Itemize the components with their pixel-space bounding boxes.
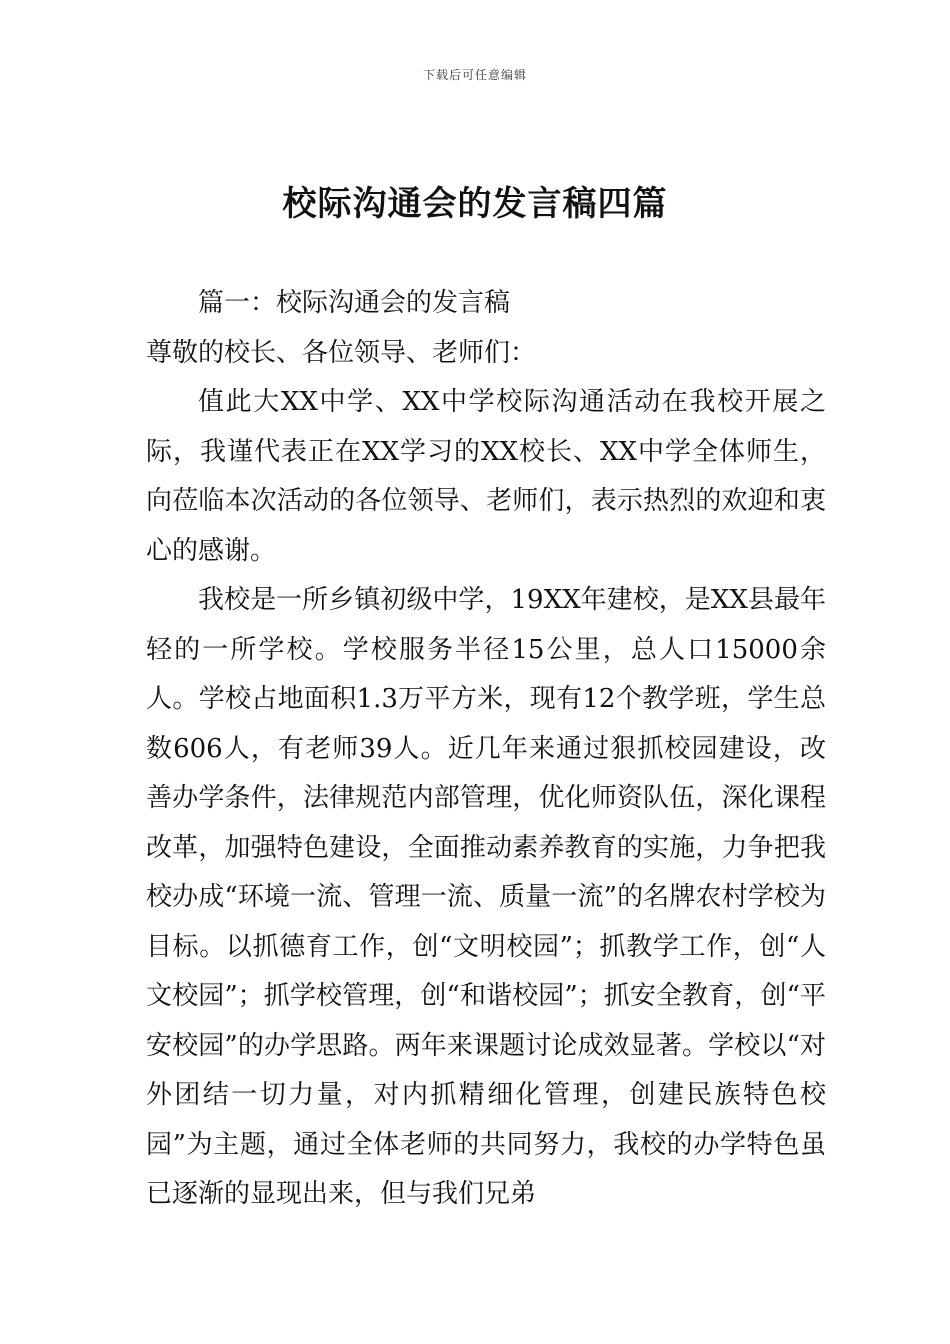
paragraph-1: 值此大XX中学、XX中学校际沟通活动在我校开展之际，我谨代表正在XX学习的XX校长、XX中学全体师生，向莅临本次活动的各位领导、老师们，表示热烈的欢迎和衷心的感谢。 xyxy=(146,387,826,566)
header-note: 下载后可任意编辑 xyxy=(422,68,527,82)
section-heading: 篇一：校际沟通会的发言稿 xyxy=(198,288,511,318)
salutation: 尊敬的校长、各位领导、老师们： xyxy=(146,337,537,368)
document-title: 校际沟通会的发言稿四篇 xyxy=(282,184,668,224)
document-body xyxy=(146,279,826,1220)
paragraph-2: 我校是一所乡镇初级中学，19XX年建校，是XX县最年轻的一所学校。学校服务半径15公里，总人口15000余人。学校占地面积1.3万平方米，现有12个教学班，学生总数606人，有老师39人。近几年来通过狠抓校园建设，改善办学条件，法律规范内部管理，优化师资队伍，深化课程改革，加强特色建设，全面推动素养教育的实施，力争把我校办成“环境一流、管理一流、质量一流”的名牌农村学校为目标。以抓德育工作，创“文明校园”；抓教学工作，创“人文校园”；抓学校管理，创“和谐校园”；抓安全教育，创“平安校园”的办学思路。两年来课题讨论成效显著。学校以“对外团结一切力量，对内抓精细化管理，创建民族特色校园”为主题，通过全体老师的共同努力，我校的办学特色虽已逐渐的显现出来，但与我们兄弟 xyxy=(146,585,826,1209)
